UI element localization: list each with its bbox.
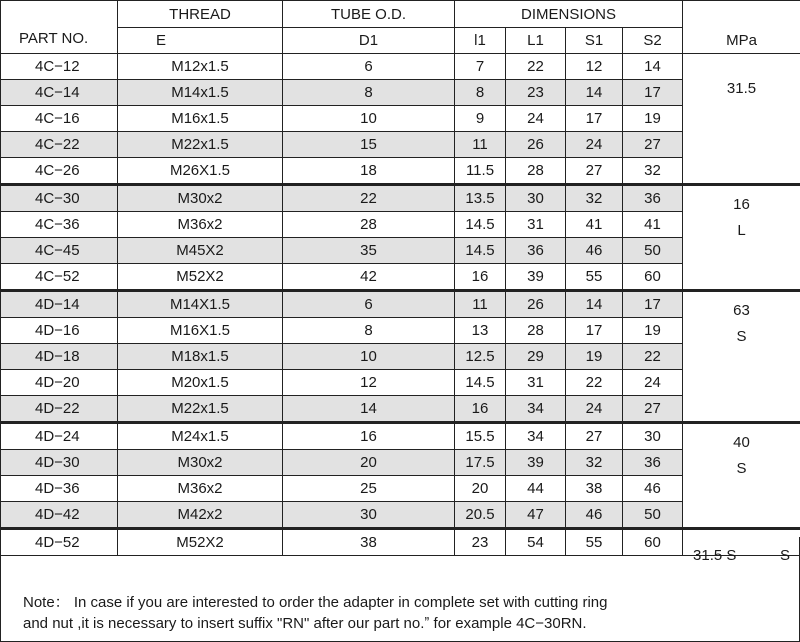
header-row-top (1, 1, 800, 28)
cell-l1: 28 (506, 318, 566, 344)
table-row (1, 264, 800, 291)
cell-l1: 36 (506, 238, 566, 264)
note-box (0, 537, 800, 642)
cell-l1: 34 (506, 396, 566, 423)
cell-l1: 34 (506, 423, 566, 450)
mpa-series: S (736, 460, 747, 477)
cell-l1: 16 (455, 396, 506, 423)
cell-thread: M26X1.5 (118, 158, 283, 185)
cell-l1: 16 (455, 264, 506, 291)
cell-l1: 15.5 (455, 423, 506, 450)
cell-s1: 27 (566, 158, 623, 185)
cell-s2: 27 (623, 132, 683, 158)
cell-d1: 30 (283, 502, 455, 529)
cell-s2: 19 (623, 106, 683, 132)
cell-l1: 29 (506, 344, 566, 370)
cell-thread: M22x1.5 (118, 396, 283, 423)
table-row (1, 344, 800, 370)
cell-part: 4D−52 (1, 529, 118, 556)
cell-s2: 50 (623, 502, 683, 529)
note-line-1: Note： In case if you are interested to order the adapter in complete set with cutting ring (23, 594, 608, 611)
cell-s1: 24 (566, 132, 623, 158)
cell-l1: 39 (506, 450, 566, 476)
table-row (1, 450, 800, 476)
table-row (1, 132, 800, 158)
cell-l1: 20 (455, 476, 506, 502)
header-part-no: PART NO. (1, 1, 118, 54)
cell-l1: 23 (455, 529, 506, 556)
cell-l1: 31 (506, 370, 566, 396)
cell-thread: M42x2 (118, 502, 283, 529)
mpa-value: 40 (733, 434, 750, 451)
cell-thread: M20x1.5 (118, 370, 283, 396)
cell-d1: 25 (283, 476, 455, 502)
header-dim-l1-small: l1 (455, 28, 506, 54)
cell-thread: M30x2 (118, 450, 283, 476)
cell-part: 4C−16 (1, 106, 118, 132)
cell-s1: 22 (566, 370, 623, 396)
cell-thread: M12x1.5 (118, 54, 283, 80)
cell-s1: 17 (566, 106, 623, 132)
cell-s1: 32 (566, 185, 623, 212)
cell-l1: 47 (506, 502, 566, 529)
cell-s2: 24 (623, 370, 683, 396)
table-row (1, 476, 800, 502)
header-dim-S2: S2 (623, 28, 683, 54)
cell-s1: 14 (566, 80, 623, 106)
header-dimensions: DIMENSIONS (455, 1, 683, 28)
cell-s2: 17 (623, 291, 683, 318)
cell-l1: 26 (506, 132, 566, 158)
header-row-sub (1, 28, 800, 54)
cell-thread: M52X2 (118, 264, 283, 291)
mpa-series: S (736, 328, 747, 345)
cell-part: 4D−30 (1, 450, 118, 476)
cell-l1: 14.5 (455, 370, 506, 396)
cell-part: 4D−24 (1, 423, 118, 450)
cell-l1: 9 (455, 106, 506, 132)
cell-thread: M18x1.5 (118, 344, 283, 370)
cell-s2: 22 (623, 344, 683, 370)
cell-d1: 42 (283, 264, 455, 291)
cell-s1: 17 (566, 318, 623, 344)
mpa-group-cell (683, 423, 800, 529)
cell-s2: 32 (623, 158, 683, 185)
table-row (1, 54, 800, 80)
cell-s2: 17 (623, 80, 683, 106)
cell-l1: 11.5 (455, 158, 506, 185)
table-row (1, 423, 800, 450)
cell-d1: 10 (283, 106, 455, 132)
mpa-value: 16 (733, 196, 750, 213)
cell-part: 4C−14 (1, 80, 118, 106)
cell-s1: 55 (566, 264, 623, 291)
mpa-value: 63 (733, 302, 750, 319)
cell-s1: 24 (566, 396, 623, 423)
cell-s1: 19 (566, 344, 623, 370)
cell-s1: 38 (566, 476, 623, 502)
cell-thread: M22x1.5 (118, 132, 283, 158)
mpa-value: 31.5 (726, 80, 757, 97)
cell-d1: 6 (283, 54, 455, 80)
table-row (1, 80, 800, 106)
cell-d1: 14 (283, 396, 455, 423)
cell-s2: 60 (623, 529, 683, 556)
note-line-2: and nut ,it is necessary to insert suffix "RN" after our part no.ˮ for example 4C−30RN. (23, 615, 587, 632)
table-row (1, 291, 800, 318)
cell-s2: 36 (623, 450, 683, 476)
cell-l1: 54 (506, 529, 566, 556)
cell-l1: 31 (506, 212, 566, 238)
cell-s2: 19 (623, 318, 683, 344)
cell-l1: 28 (506, 158, 566, 185)
cell-s1: 46 (566, 238, 623, 264)
cell-part: 4D−16 (1, 318, 118, 344)
note-text (23, 592, 607, 634)
cell-d1: 18 (283, 158, 455, 185)
cell-s2: 36 (623, 185, 683, 212)
header-dim-S1: S1 (566, 28, 623, 54)
cell-d1: 6 (283, 291, 455, 318)
header-tube-od: TUBE O.D. (283, 1, 455, 28)
cell-l1: 8 (455, 80, 506, 106)
table-row (1, 158, 800, 185)
cell-l1: 23 (506, 80, 566, 106)
cell-part: 4C−52 (1, 264, 118, 291)
cell-part: 4C−30 (1, 185, 118, 212)
cell-s2: 46 (623, 476, 683, 502)
cell-part: 4D−22 (1, 396, 118, 423)
cell-d1: 38 (283, 529, 455, 556)
header-dim-L1: L1 (506, 28, 566, 54)
cell-s2: 27 (623, 396, 683, 423)
cell-l1: 26 (506, 291, 566, 318)
cell-d1: 8 (283, 80, 455, 106)
cell-s2: 50 (623, 238, 683, 264)
table-row (1, 185, 800, 212)
cell-s2: 30 (623, 423, 683, 450)
cell-s2: 41 (623, 212, 683, 238)
cell-thread: M36x2 (118, 212, 283, 238)
cell-d1: 12 (283, 370, 455, 396)
cell-s1: 32 (566, 450, 623, 476)
cell-thread: M30x2 (118, 185, 283, 212)
cell-d1: 22 (283, 185, 455, 212)
table-row (1, 502, 800, 529)
cell-l1: 7 (455, 54, 506, 80)
cell-thread: M16x1.5 (118, 106, 283, 132)
header-mpa: MPa (683, 1, 800, 54)
cell-l1: 14.5 (455, 238, 506, 264)
cell-s1: 55 (566, 529, 623, 556)
cell-s2: 14 (623, 54, 683, 80)
cell-part: 4D−36 (1, 476, 118, 502)
cell-s1: 27 (566, 423, 623, 450)
cell-part: 4D−42 (1, 502, 118, 529)
cell-part: 4C−45 (1, 238, 118, 264)
cell-s1: 41 (566, 212, 623, 238)
cell-d1: 20 (283, 450, 455, 476)
cell-s1: 14 (566, 291, 623, 318)
cell-l1: 11 (455, 132, 506, 158)
cell-part: 4D−14 (1, 291, 118, 318)
cell-thread: M36x2 (118, 476, 283, 502)
header-tube-d1: D1 (283, 28, 455, 54)
cell-thread: M45X2 (118, 238, 283, 264)
mpa-value: 31.5 S (693, 546, 737, 564)
cell-part: 4C−12 (1, 54, 118, 80)
cell-l1: 24 (506, 106, 566, 132)
table-row (1, 212, 800, 238)
cell-l1: 12.5 (455, 344, 506, 370)
mpa-group-cell (683, 291, 800, 423)
cell-l1: 17.5 (455, 450, 506, 476)
table-row (1, 106, 800, 132)
mpa-group-cell (683, 54, 800, 185)
cell-s1: 46 (566, 502, 623, 529)
mpa-series: L (737, 222, 746, 239)
header-thread-e: E (118, 28, 283, 54)
table-body (1, 54, 800, 564)
cell-part: 4C−22 (1, 132, 118, 158)
header-thread: THREAD (118, 1, 283, 28)
cell-part: 4D−18 (1, 344, 118, 370)
cell-l1: 20.5 (455, 502, 506, 529)
cell-l1: 13 (455, 318, 506, 344)
cell-l1: 44 (506, 476, 566, 502)
cell-d1: 35 (283, 238, 455, 264)
cell-l1: 22 (506, 54, 566, 80)
cell-part: 4D−20 (1, 370, 118, 396)
cell-d1: 8 (283, 318, 455, 344)
cell-s2: 60 (623, 264, 683, 291)
cell-d1: 16 (283, 423, 455, 450)
cell-thread: M14X1.5 (118, 291, 283, 318)
cell-s1: 12 (566, 54, 623, 80)
cell-l1: 13.5 (455, 185, 506, 212)
table-row (1, 370, 800, 396)
cell-part: 4C−26 (1, 158, 118, 185)
mpa-group-cell (683, 185, 800, 291)
cell-thread: M16X1.5 (118, 318, 283, 344)
mpa-series (683, 102, 800, 128)
cell-l1: 30 (506, 185, 566, 212)
mpa-suffix: S (780, 546, 791, 564)
cell-part: 4C−36 (1, 212, 118, 238)
cell-d1: 15 (283, 132, 455, 158)
cell-d1: 10 (283, 344, 455, 370)
cell-l1: 39 (506, 264, 566, 291)
cell-l1: 14.5 (455, 212, 506, 238)
cell-thread: M52X2 (118, 529, 283, 556)
table-row (1, 238, 800, 264)
cell-thread: M24x1.5 (118, 423, 283, 450)
table-row (1, 318, 800, 344)
cell-thread: M14x1.5 (118, 80, 283, 106)
cell-l1: 11 (455, 291, 506, 318)
cell-d1: 28 (283, 212, 455, 238)
table-row (1, 396, 800, 423)
